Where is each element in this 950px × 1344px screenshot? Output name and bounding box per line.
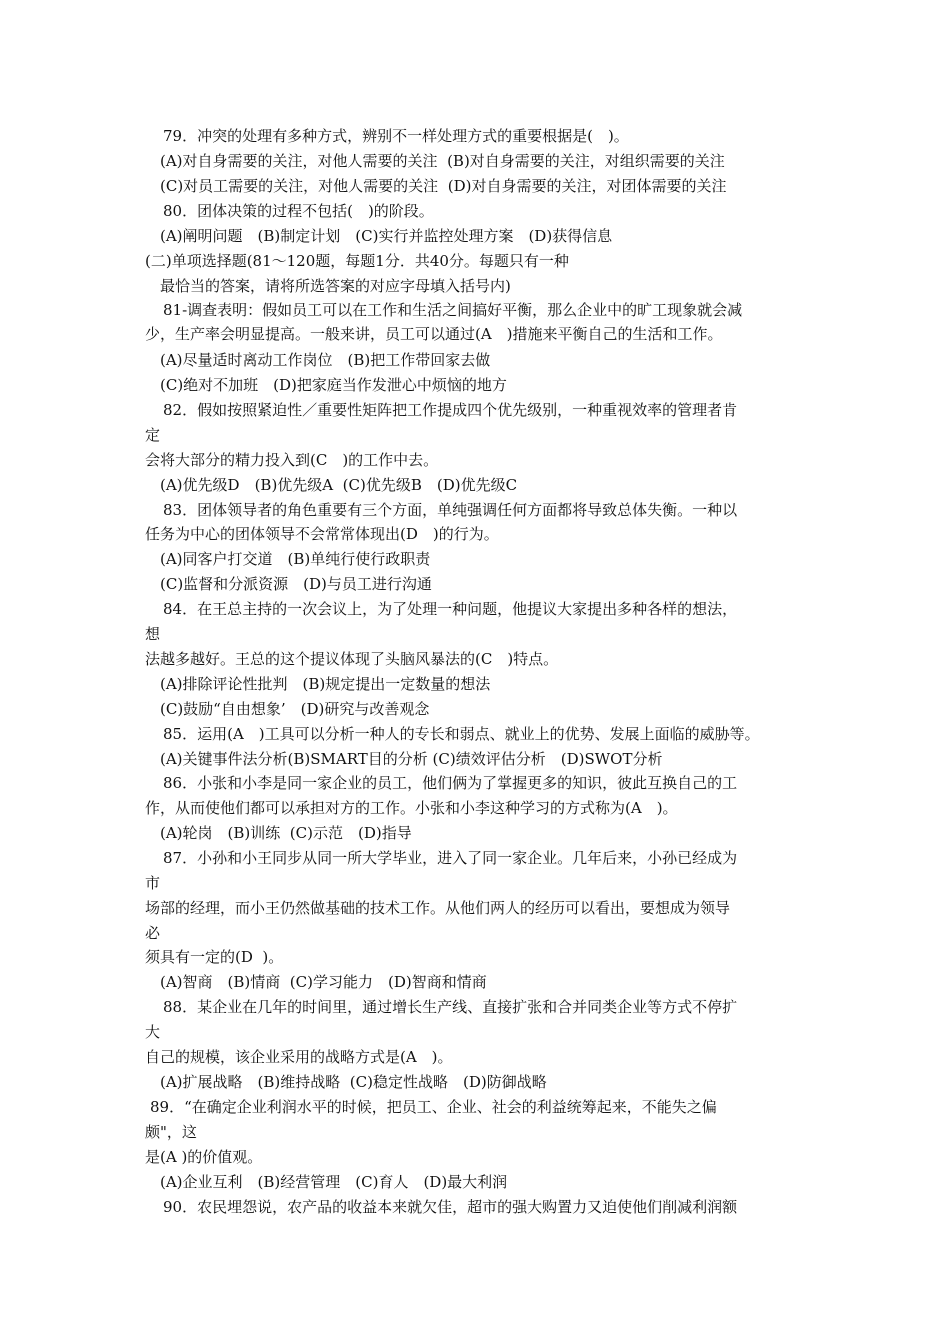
section-heading: (二)单项选择题(81～120题，每题1分．共40分。每题只有一种 bbox=[145, 252, 569, 270]
question-83-options-ab: (A)同客户打交道 (B)单纯行使行政职责 bbox=[160, 550, 431, 568]
question-82-stem: 82．假如按照紧迫性／重要性矩阵把工作提成四个优先级别，一种重视效率的管理者肯 bbox=[163, 401, 738, 419]
question-79-options-cd: (C)对员工需要的关注，对他人需要的关注 (D)对自身需要的关注，对团体需要的关注 bbox=[160, 177, 727, 195]
question-84-stem-cont: 法越多越好。王总的这个提议体现了头脑风暴法的(C )特点。 bbox=[145, 650, 559, 668]
question-87-stem-end: 须具有一定的(D )。 bbox=[145, 948, 284, 966]
question-79-stem: 79．冲突的处理有多种方式，辨别不一样处理方式的重要根据是( )。 bbox=[163, 127, 629, 145]
question-80-stem: 80．团体决策的过程不包括( )的阶段。 bbox=[163, 202, 434, 220]
question-87-stem-wrap-2: 必 bbox=[145, 924, 161, 942]
question-88-stem-wrap: 大 bbox=[145, 1023, 161, 1041]
question-83-stem-cont: 任务为中心的团体领导不会常常体现出(D )的行为。 bbox=[145, 525, 499, 543]
question-82-options: (A)优先级D (B)优先级A (C)优先级B (D)优先级C bbox=[160, 476, 518, 494]
question-79-options-ab: (A)对自身需要的关注，对他人需要的关注 (B)对自身需要的关注，对组织需要的关注 bbox=[160, 152, 725, 170]
question-84-stem: 84．在王总主持的一次会议上，为了处理一种问题，他提议大家提出多种各样的想法， bbox=[163, 600, 738, 618]
question-89-stem-wrap: 颇"，这 bbox=[145, 1123, 197, 1141]
question-86-options: (A)轮岗 (B)训练 (C)示范 (D)指导 bbox=[160, 824, 412, 842]
question-87-stem-wrap: 市 bbox=[145, 874, 161, 892]
question-89-stem: 89．“在确定企业利润水平的时候，把员工、企业、社会的利益统筹起来，不能失之偏 bbox=[150, 1098, 717, 1116]
question-88-stem: 88．某企业在几年的时间里，通过增长生产线、直接扩张和合并同类企业等方式不停扩 bbox=[163, 998, 738, 1016]
question-85-options: (A)关键事件法分析(B)SMART目的分析 (C)绩效评估分析 (D)SWOT分析 bbox=[160, 750, 663, 768]
question-88-stem-cont: 自己的规模，该企业采用的战略方式是(A )。 bbox=[145, 1048, 453, 1066]
question-81-options-cd: (C)绝对不加班 (D)把家庭当作发泄心中烦恼的地方 bbox=[160, 376, 507, 394]
question-85-stem: 85．运用(A )工具可以分析一种人的专长和弱点、就业上的优势、发展上面临的威胁等。 bbox=[163, 725, 760, 743]
question-84-options-cd: (C)鼓励“自由想象’ (D)研究与改善观念 bbox=[160, 700, 430, 718]
question-87-stem-cont: 场部的经理，而小王仍然做基础的技术工作。从他们两人的经历可以看出，要想成为领导 bbox=[145, 899, 731, 917]
question-86-stem: 86．小张和小李是同一家企业的员工，他们俩为了掌握更多的知识，彼此互换自己的工 bbox=[163, 774, 738, 792]
section-instruction: 最恰当的答案，请将所选答案的对应字母填入括号内) bbox=[160, 277, 511, 295]
question-86-stem-cont: 作，从而使他们都可以承担对方的工作。小张和小李这种学习的方式称为(A )。 bbox=[145, 799, 678, 817]
question-82-stem-cont: 会将大部分的精力投入到(C )的工作中去。 bbox=[145, 451, 439, 469]
question-90-stem: 90．农民埋怨说，农产品的收益本来就欠佳，超市的强大购置力又迫使他们削减利润额 bbox=[163, 1198, 738, 1216]
question-84-options-ab: (A)排除评论性批判 (B)规定提出一定数量的想法 bbox=[160, 675, 491, 693]
question-89-stem-cont: 是(A )的价值观。 bbox=[145, 1148, 263, 1166]
question-81-stem: 81-调查表明：假如员工可以在工作和生活之间搞好平衡，那么企业中的旷工现象就会减 bbox=[163, 301, 743, 319]
question-83-stem: 83．团体领导者的角色重要有三个方面，单纯强调任何方面都将导致总体失衡。一种以 bbox=[163, 501, 738, 519]
question-88-options: (A)扩展战略 (B)维持战略 (C)稳定性战略 (D)防御战略 bbox=[160, 1073, 547, 1091]
question-87-stem: 87．小孙和小王同步从同一所大学毕业，进入了同一家企业。几年后来，小孙已经成为 bbox=[163, 849, 738, 867]
question-81-options-ab: (A)尽量适时离动工作岗位 (B)把工作带回家去做 bbox=[160, 351, 491, 369]
question-87-options: (A)智商 (B)情商 (C)学习能力 (D)智商和情商 bbox=[160, 973, 487, 991]
question-89-options: (A)企业互利 (B)经营管理 (C)育人 (D)最大利润 bbox=[160, 1173, 508, 1191]
question-81-stem-cont: 少，生产率会明显提高。一般来讲，员工可以通过(A )措施来平衡自己的生活和工作。 bbox=[145, 325, 723, 343]
question-80-options: (A)阐明问题 (B)制定计划 (C)实行并监控处理方案 (D)获得信息 bbox=[160, 227, 613, 245]
question-83-options-cd: (C)监督和分派资源 (D)与员工进行沟通 bbox=[160, 575, 432, 593]
question-82-stem-wrap: 定 bbox=[145, 426, 161, 444]
question-84-stem-wrap: 想 bbox=[145, 625, 161, 643]
